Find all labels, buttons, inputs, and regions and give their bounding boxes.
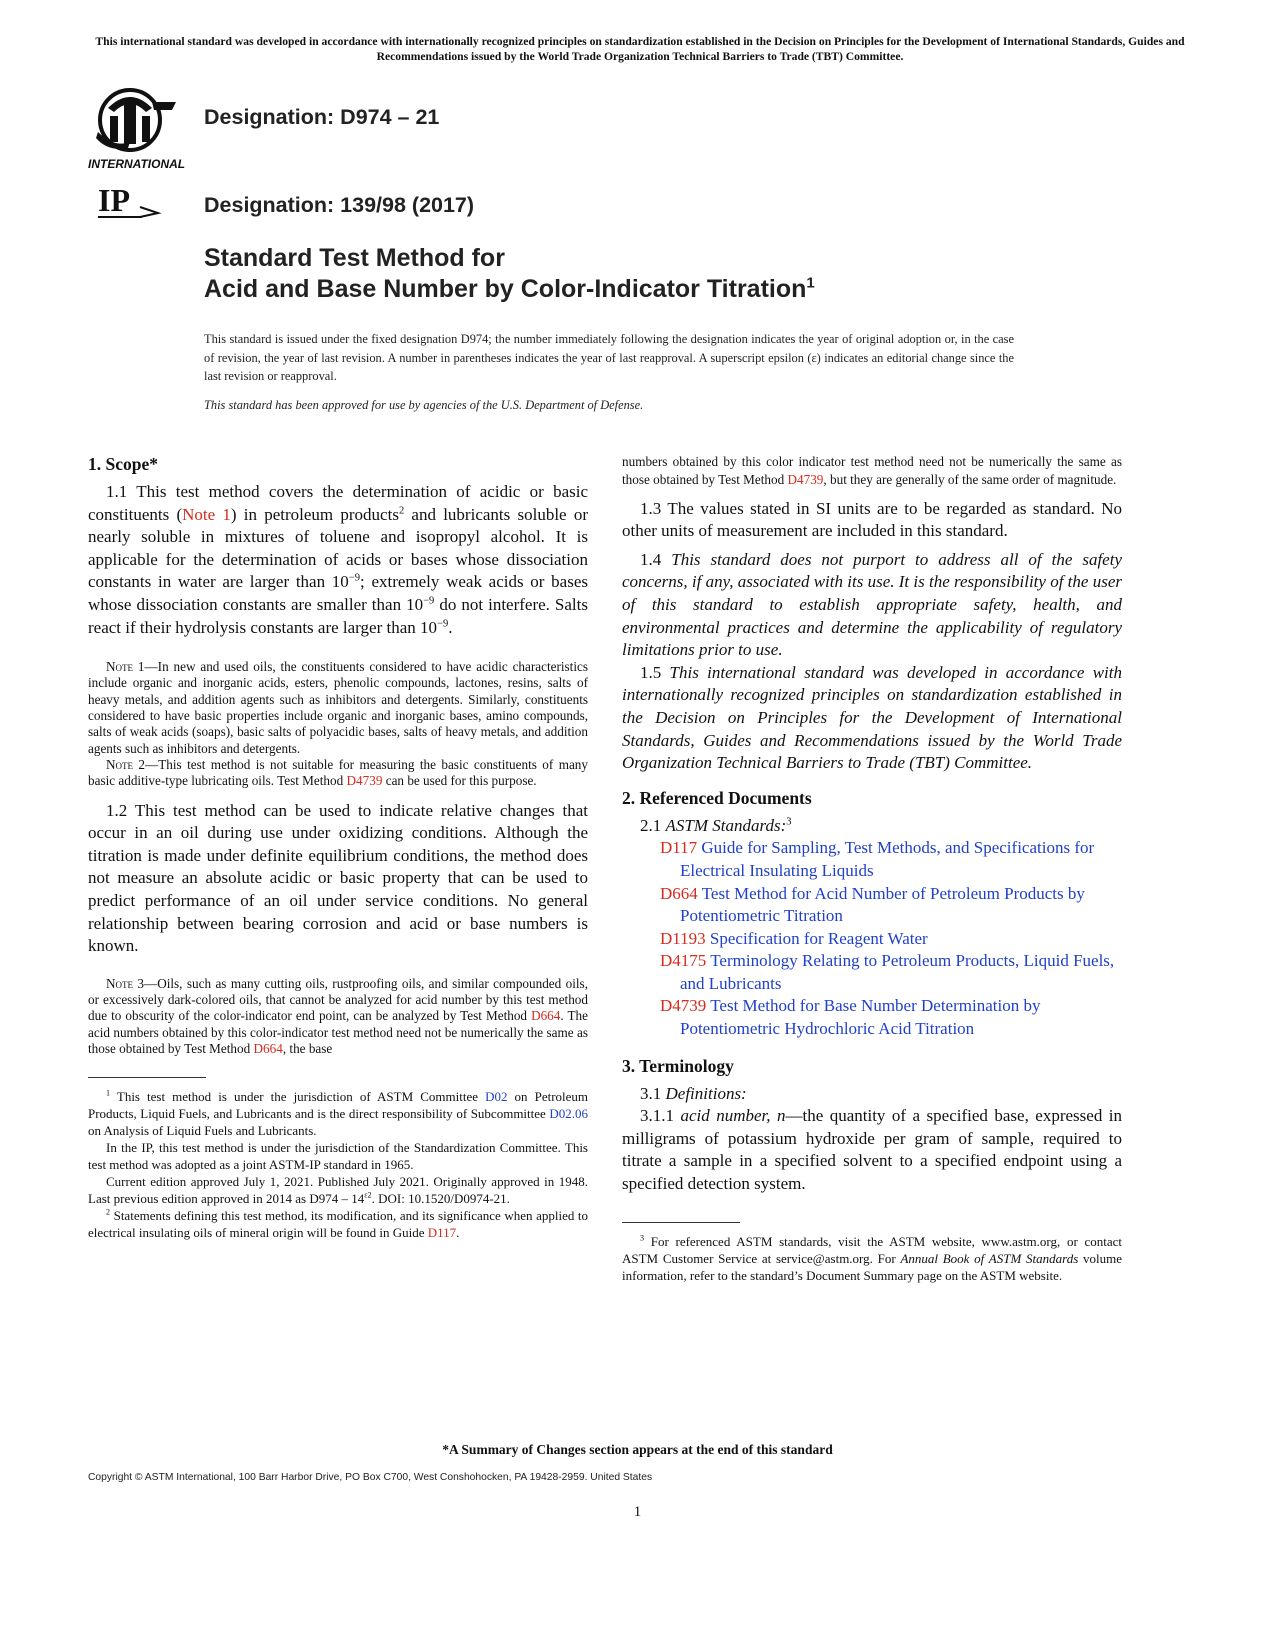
section-1-heading: 1. Scope* (88, 454, 158, 474)
d02-link[interactable]: D02 (485, 1089, 508, 1105)
d117-footnote-link[interactable]: D117 (427, 1225, 457, 1241)
footnote-rule-right (622, 1222, 740, 1223)
note-2: Note 2—This test method is not suitable for measuring the basic constituents of many basic additive-type lubricating oils. Test Method D4739 can be used for this purpose. (88, 756, 588, 789)
ref-item[interactable]: D117 Guide for Sampling, Test Methods, and Specifications for Electrical Insulating Liquids (660, 838, 1095, 880)
astm-emblem-icon (96, 90, 176, 150)
astm-logo (88, 82, 192, 174)
footnote-3: $^3$ For referenced ASTM standards, visit the ASTM website, www.astm.org, or contact ASTM Customer Service at service@astm.org. For Annual Book of ASTM Standards volume information, refer to the standard’s Document Summary page on the ASTM website. (622, 1233, 1123, 1283)
d664-link-2[interactable]: D664 (253, 1040, 283, 1056)
footnote-2: $^2$ Statements defining this test method, its modification, and its significance when applied to electrical insulating oils of mineral origin will be found in Guide D117. (88, 1207, 588, 1241)
footnote-1-edition: Current edition approved July 1, 2021. Published July 2021. Originally approved in 1948. Last previous edition approved in 2014 as $D974 - 14^{\varepsilon 2}$. DOI: 10.1520/D0974-21. (88, 1174, 588, 1207)
note-1: Note 1—In new and used oils, the constituents considered to have acidic characteristics include organic and inorganic acids, esters, phenolic compounds, lactones, resins, salts of heavy metals, and addition agents such as inhibitors and detergents. Similarly, constituents considered to have basic properties include organic and inorganic bases, amino compounds, salts of weak acids (soaps), basic salts of polyacidic bases, salts of heavy metals, and addition agents such as inhibitors and detergents. (88, 659, 588, 756)
designation-ip: Designation: 139/98 (2017) (204, 193, 475, 217)
footnote-1: $^1$ This test method is under the jurisdiction of ASTM Committee D02 on Petroleum Products, Liquid Fuels, and Lubricants and is the direct responsibility of Subcommittee D02.06 on Analysis of Liquid Fuels and Lubricants. (88, 1088, 589, 1139)
ref-item[interactable]: D1193 Specification for Reagent Water (660, 928, 928, 948)
footnote-rule (88, 1077, 206, 1078)
intro-paragraph: This standard is issued under the fixed designation D974; the number immediately following the designation indicates the year of original adoption or, in the case of revision, the year of last revision. A number in parentheses indicates the year of last reapproval. A superscript epsilon (ε) indicates an editorial change since the last revision or reapproval. (204, 332, 1014, 383)
d4739-link[interactable]: D4739 (346, 773, 383, 789)
note-3-continued: numbers obtained by this color indicator test method need not be numerically the same as those obtained by Test Method D4739, but they are generally of the same order of magnitude. (622, 454, 1122, 488)
d664-link[interactable]: D664 (531, 1008, 561, 1024)
note-1-label: Note 1 (106, 659, 145, 675)
paragraph-3-1-1: 3.1.1 acid number, n—the quantity of a specified base, expressed in milligrams of potassium hydroxide per gram of sample, required to titrate a sample in a specified solvent to a specified endpoint using a specified detection system. (622, 1106, 1123, 1194)
section-3-heading: 3. Terminology (622, 1055, 734, 1076)
d4739-link-2[interactable]: D4739 (787, 472, 824, 488)
top-notice: This international standard was developed in accordance with internationally recognized principles on standardization established in the Decision on Principles for the Development of International Standards, Guides and Recommendations issued by the World Trade Organization Technical Barriers to Trade (TBT) Committee. (95, 35, 1185, 63)
paragraph-1-5: 1.5 This international standard was developed in accordance with internationally recognized principles on standardization established in the Decision on Principles for the Development of International Standards, Guides and Recommendations issued by the World Trade Organization Technical Barriers to Trade (TBT) Committee. (622, 662, 1122, 773)
ref-item[interactable]: D664 Test Method for Acid Number of Petroleum Products by Potentiometric Titration (660, 883, 1085, 926)
astm-logo-text: INTERNATIONAL (88, 157, 186, 171)
note-3-label: Note 3 (106, 975, 145, 991)
paragraph-1-4: 1.4 This standard does not purport to address all of the safety concerns, if any, associated with its use. It is the responsibility of the user of this standard to establish appropriate safety, health, and environmental practices and determine the applicability of regulatory limitations prior to use. (622, 549, 1122, 660)
copyright: Copyright © ASTM International, 100 Barr Harbor Drive, PO Box C700, West Conshohocken, PA 19428-2959. United States (88, 1472, 653, 1483)
paragraph-1-2: 1.2 This test method can be used to indicate relative changes that occur in an oil during use under oxidizing conditions. Although the titration is made under definite equilibrium conditions, the method does not measure an absolute acidic or basic property that can be used to predict performance of an oil under service conditions. No general relationship between bearing corrosion and acid or base numbers is known. (88, 800, 588, 956)
title-footnote-mark: 1 (806, 274, 815, 292)
paragraph-3-1: 3.1 Definitions: (640, 1083, 747, 1103)
left-column (88, 453, 588, 1241)
summary-of-changes: *A Summary of Changes section appears at the end of this standard (442, 1442, 833, 1457)
document-title (204, 243, 815, 305)
ip-logo-text: IP (98, 183, 130, 218)
section-2-heading: 2. Referenced Documents (622, 787, 812, 808)
title-line-2-text: Acid and Base Number by Color-Indicator Titration (204, 275, 807, 303)
page-number: 1 (633, 1504, 642, 1520)
title-line-2 (204, 274, 815, 305)
note-1-link[interactable]: Note 1 (182, 504, 231, 524)
dod-approval: This standard has been approved for use by agencies of the U.S. Department of Defense. (204, 398, 644, 412)
ip-logo (96, 183, 176, 223)
paragraph-2-1: 2.1 ASTM Standards:$^3$ (640, 815, 792, 835)
right-column (622, 453, 1122, 1284)
note-2-label: Note 2 (106, 756, 146, 772)
d0206-link[interactable]: D02.06 (549, 1106, 588, 1122)
ip-arrow-icon (140, 207, 158, 217)
ref-item[interactable]: D4175 Terminology Relating to Petroleum Products, Liquid Fuels, and Lubricants (660, 951, 1115, 993)
ref-item[interactable]: D4739 Test Method for Base Number Determination by Potentiometric Hydrochloric Acid Titration (660, 996, 1041, 1039)
title-line-1: Standard Test Method for (204, 244, 505, 272)
paragraph-1-1: 1.1 This test method covers the determination of acidic or basic constituents (Note 1) in petroleum products$^2$ and lubricants soluble or nearly soluble in mixtures of toluene and isopropyl alcohol. It is applicable for the determination of acids or bases whose dissociation constants in water are larger than $10^{-9}$; extremely weak acids or bases whose dissociation constants are smaller than $10^{-9}$ do not interfere. Salts react if their hydrolysis constants are larger than $10^{-9}$. (88, 482, 588, 637)
designation-astm: Designation: D974 – 21 (204, 105, 440, 129)
note-3: Note 3—Oils, such as many cutting oils, rustproofing oils, and similar compounded oils, or excessively dark-colored oils, that cannot be analyzed for acid number by this test method due to obscurity of the color-indicator end point, can be analyzed by Test Method D664. The acid numbers obtained by this color-indicator test method need not be numerically the same as those obtained by Test Method D664, the base (88, 975, 588, 1056)
paragraph-1-3: 1.3 The values stated in SI units are to be regarded as standard. No other units of measurement are included in this standard. (622, 498, 1122, 541)
footnote-1-ip: In the IP, this test method is under the jurisdiction of the Standardization Committee. This test method was adopted as a joint ASTM-IP standard in 1965. (88, 1140, 588, 1173)
